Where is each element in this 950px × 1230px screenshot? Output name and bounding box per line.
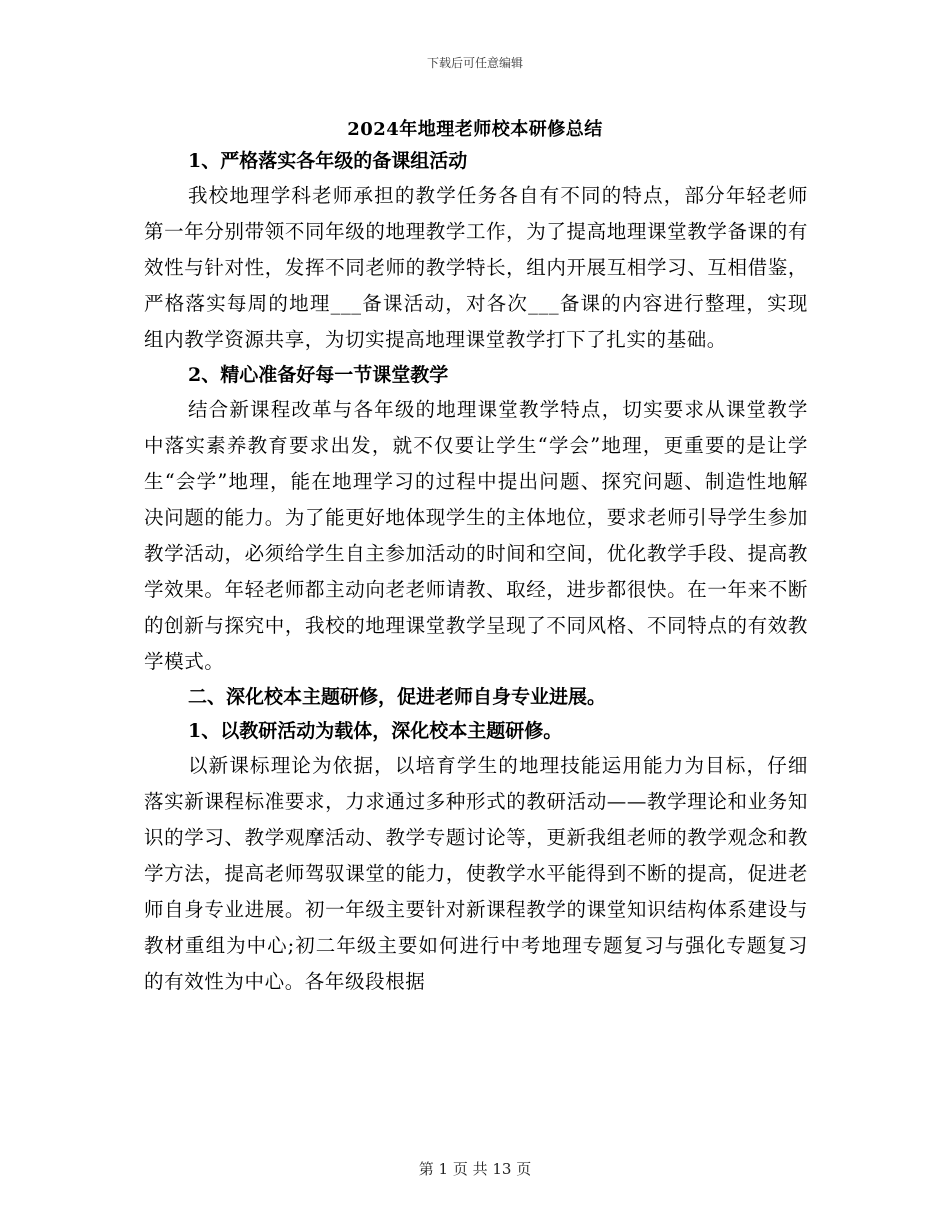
section-heading: 2、精心准备好每一节课堂教学 (188, 364, 449, 386)
page-number: 第 1 页 共 13 页 (418, 1160, 532, 1178)
document-body (144, 144, 808, 1000)
body-paragraph: 我校地理学科老师承担的教学任务各自有不同的特点，部分年轻老师第一年分别带领不同年级的地理教学工作，为了提高地理课堂教学备课的有效性与针对性，发挥不同老师的教学特长，组内开展互相学习、互相借鉴，严格落实每周的地理___备课活动，对各次___备课的内容进行整理，实现组内教学资源共享，为切实提高地理课堂教学打下了扎实的基础。 (144, 184, 808, 351)
body-paragraph: 结合新课程改革与各年级的地理课堂教学特点，切实要求从课堂教学中落实素养教育要求出发，就不仅要让学生“学会”地理，更重要的是让学生“会学”地理，能在地理学习的过程中提出问题、探究问题、制造性地解决问题的能力。为了能更好地体现学生的主体地位，要求老师引导学生参加教学活动，必须给学生自主参加活动的时间和空间，优化教学手段、提高教学效果。年轻老师都主动向老老师请教、取经，进步都很快。在一年来不断的创新与探究中，我校的地理课堂教学呈现了不同风格、不同特点的有效教学模式。 (144, 398, 808, 673)
section-heading: 二、深化校本主题研修，促进老师自身专业进展。 (188, 686, 607, 708)
section-heading: 1、严格落实各年级的备课组活动 (188, 150, 468, 172)
page-header-note: 下载后可任意编辑 (426, 56, 523, 70)
document-title: 2024年地理老师校本研修总结 (347, 119, 603, 140)
body-paragraph: 以新课标理论为依据，以培育学生的地理技能运用能力为目标，仔细落实新课程标准要求，力求通过多种形式的教研活动——教学理论和业务知识的学习、教学观摩活动、教学专题讨论等，更新我组老师的教学观念和教学方法，提高老师驾驭课堂的能力，使教学水平能得到不断的提高，促进老师自身专业进展。初一年级主要针对新课程教学的课堂知识结构体系建设与教材重组为中心;初二年级主要如何进行中考地理专题复习与强化专题复习的有效性为中心。各年级段根据 (144, 754, 808, 993)
section-heading: 1、以教研活动为载体，深化校本主题研修。 (188, 720, 563, 742)
